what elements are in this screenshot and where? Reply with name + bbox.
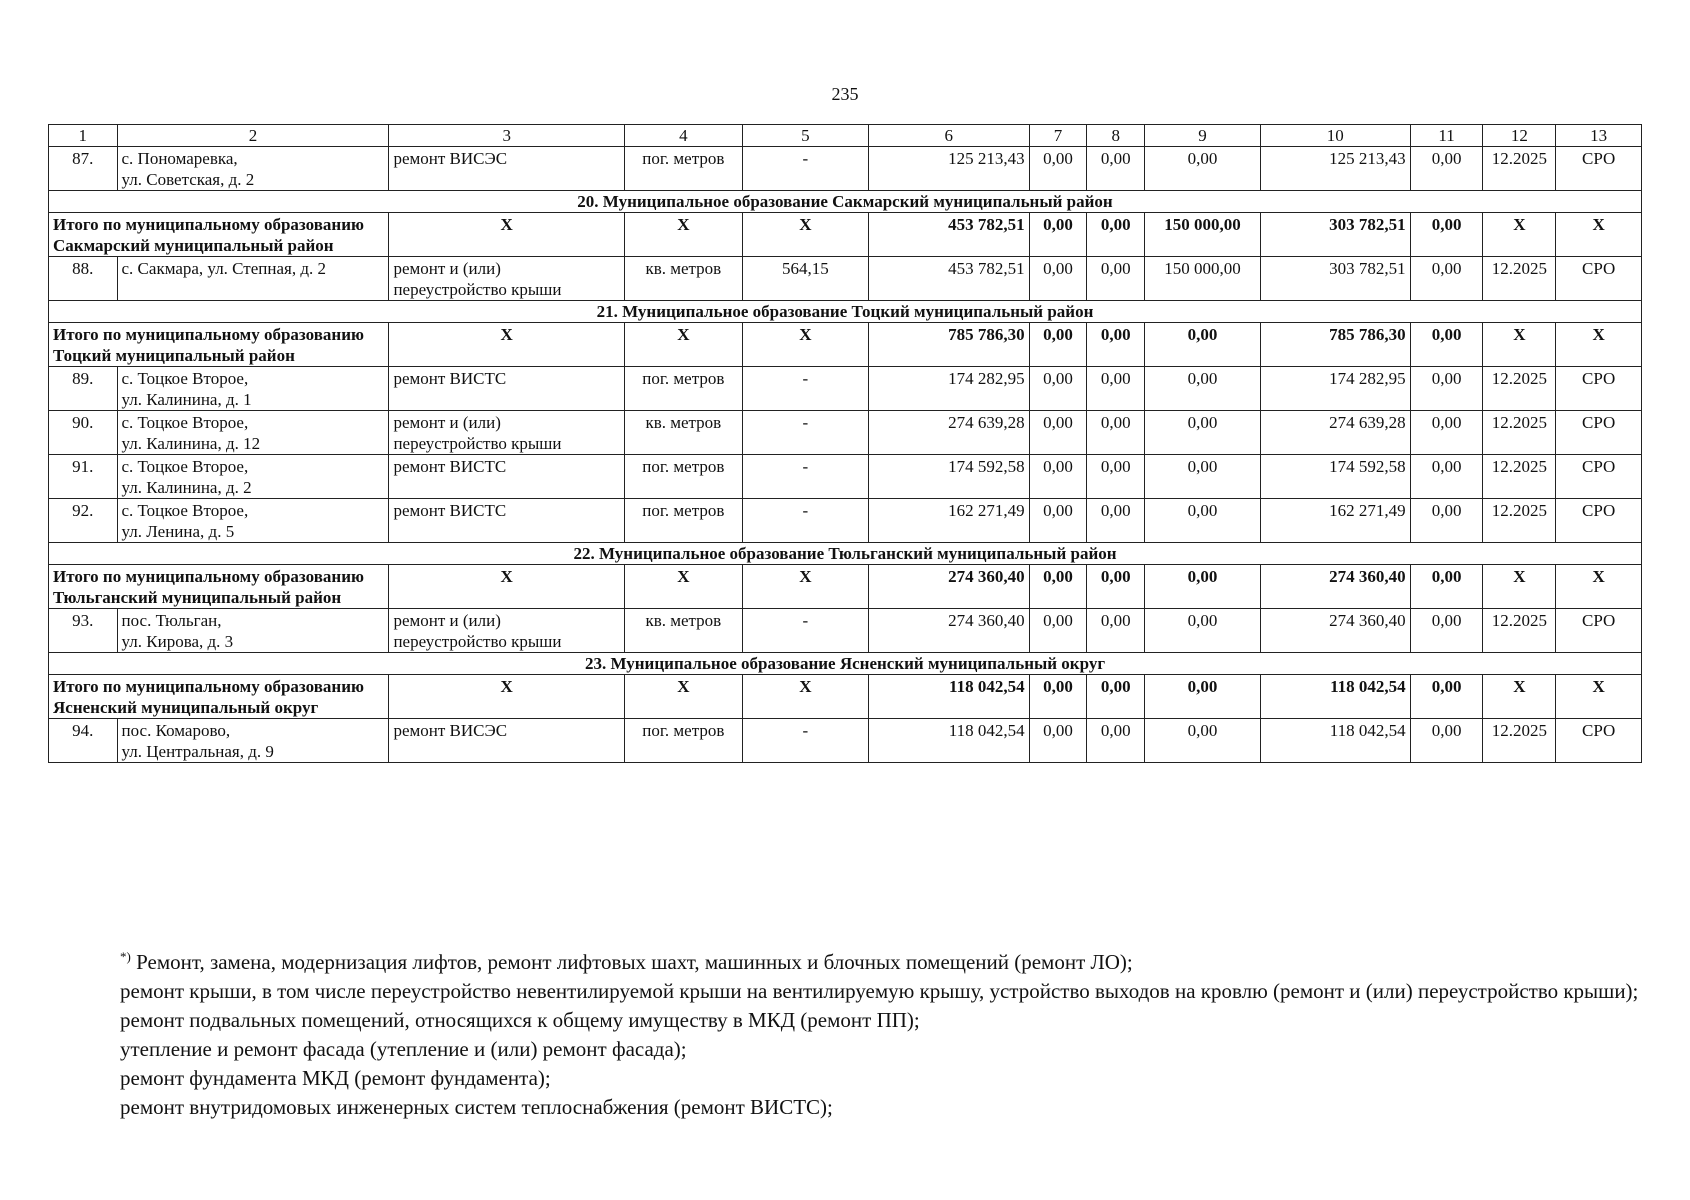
table-cell: - xyxy=(742,367,868,411)
column-number-9: 9 xyxy=(1145,125,1261,147)
table-cell: 90. xyxy=(49,411,118,455)
table-cell: 93. xyxy=(49,609,118,653)
total-cell: X xyxy=(1483,565,1556,609)
table-cell: кв. метров xyxy=(624,609,742,653)
table-row xyxy=(49,499,1642,543)
table-cell: 0,00 xyxy=(1087,411,1145,455)
total-cell: 0,00 xyxy=(1145,565,1261,609)
total-cell: 0,00 xyxy=(1410,565,1483,609)
table-cell: ремонт и (или) переустройство крыши xyxy=(389,257,625,301)
page-number: 235 xyxy=(831,84,859,104)
total-cell: X xyxy=(389,213,625,257)
total-cell: X xyxy=(1483,675,1556,719)
section-title: 22. Муниципальное образование Тюльганский муниципальный район xyxy=(49,543,1642,565)
footnote-2: ремонт крыши, в том числе переустройство невентилируемой крыши на вентилируемую крышу, устройство выходов на кровлю (ремонт и (или) переустройство крыши); xyxy=(120,979,1639,1003)
table-cell: 150 000,00 xyxy=(1145,257,1261,301)
table-cell: 12.2025 xyxy=(1483,147,1556,191)
table-cell: 0,00 xyxy=(1410,719,1483,763)
total-cell: 0,00 xyxy=(1087,565,1145,609)
total-cell: 785 786,30 xyxy=(1260,323,1410,367)
table-cell: пос. Комарово, ул. Центральная, д. 9 xyxy=(117,719,389,763)
table-row xyxy=(49,257,1642,301)
table-cell: 0,00 xyxy=(1029,719,1087,763)
total-label: Итого по муниципальному образованию Сакмарский муниципальный район xyxy=(49,213,389,257)
column-number-10: 10 xyxy=(1260,125,1410,147)
column-number-12: 12 xyxy=(1483,125,1556,147)
table-cell: 0,00 xyxy=(1087,257,1145,301)
column-number-6: 6 xyxy=(869,125,1030,147)
table-cell: - xyxy=(742,609,868,653)
table-cell: 12.2025 xyxy=(1483,411,1556,455)
table-cell: ремонт ВИСТС xyxy=(389,455,625,499)
table-cell: 87. xyxy=(49,147,118,191)
table-row xyxy=(49,147,1642,191)
total-cell: X xyxy=(742,565,868,609)
table-cell: 0,00 xyxy=(1145,499,1261,543)
total-cell: X xyxy=(1556,323,1642,367)
total-cell: X xyxy=(742,323,868,367)
section-title: 23. Муниципальное образование Ясненский муниципальный округ xyxy=(49,653,1642,675)
table-cell: 94. xyxy=(49,719,118,763)
table-cell: 12.2025 xyxy=(1483,455,1556,499)
total-cell: X xyxy=(742,675,868,719)
section-row xyxy=(49,301,1642,323)
table-cell: 0,00 xyxy=(1145,147,1261,191)
total-label: Итого по муниципальному образованию Ясненский муниципальный округ xyxy=(49,675,389,719)
table-cell: 174 592,58 xyxy=(1260,455,1410,499)
table-cell: 0,00 xyxy=(1087,367,1145,411)
total-cell: X xyxy=(624,565,742,609)
table-cell: 0,00 xyxy=(1410,367,1483,411)
table-cell: кв. метров xyxy=(624,257,742,301)
table-cell: 92. xyxy=(49,499,118,543)
table-cell: 162 271,49 xyxy=(869,499,1030,543)
table-cell: пог. метров xyxy=(624,367,742,411)
total-cell: 0,00 xyxy=(1410,675,1483,719)
table-cell: СРО xyxy=(1556,455,1642,499)
total-cell: 303 782,51 xyxy=(1260,213,1410,257)
column-number-3: 3 xyxy=(389,125,625,147)
table-cell: ремонт ВИСЭС xyxy=(389,719,625,763)
table-cell: - xyxy=(742,455,868,499)
table-cell: 0,00 xyxy=(1410,455,1483,499)
table-cell: 125 213,43 xyxy=(1260,147,1410,191)
table-cell: 0,00 xyxy=(1145,609,1261,653)
table-cell: - xyxy=(742,719,868,763)
column-number-row xyxy=(49,125,1642,147)
total-cell: X xyxy=(624,323,742,367)
table-cell: 174 592,58 xyxy=(869,455,1030,499)
table-cell: 0,00 xyxy=(1145,367,1261,411)
table-cell: 0,00 xyxy=(1410,147,1483,191)
column-number-5: 5 xyxy=(742,125,868,147)
total-cell: X xyxy=(389,675,625,719)
table-cell: 0,00 xyxy=(1087,609,1145,653)
total-cell: 0,00 xyxy=(1410,213,1483,257)
table-row xyxy=(49,455,1642,499)
table-cell: ремонт ВИСЭС xyxy=(389,147,625,191)
table-cell: СРО xyxy=(1556,609,1642,653)
footnote-marker: *) xyxy=(120,949,131,964)
table-cell: 12.2025 xyxy=(1483,257,1556,301)
total-cell: 274 360,40 xyxy=(1260,565,1410,609)
table-cell: 0,00 xyxy=(1410,257,1483,301)
table-cell: 0,00 xyxy=(1029,257,1087,301)
total-cell: X xyxy=(389,565,625,609)
table-row xyxy=(49,719,1642,763)
table-cell: 12.2025 xyxy=(1483,609,1556,653)
table-body xyxy=(49,125,1642,763)
table-cell: 91. xyxy=(49,455,118,499)
section-row xyxy=(49,191,1642,213)
table-cell: 453 782,51 xyxy=(869,257,1030,301)
table-cell: 0,00 xyxy=(1029,367,1087,411)
total-cell: 0,00 xyxy=(1145,323,1261,367)
table-cell: ремонт и (или) переустройство крыши xyxy=(389,411,625,455)
total-cell: 0,00 xyxy=(1145,675,1261,719)
total-cell: 0,00 xyxy=(1087,675,1145,719)
table-cell: ремонт ВИСТС xyxy=(389,499,625,543)
table-cell: 118 042,54 xyxy=(1260,719,1410,763)
table-cell: пог. метров xyxy=(624,719,742,763)
table-cell: 303 782,51 xyxy=(1260,257,1410,301)
total-cell: 150 000,00 xyxy=(1145,213,1261,257)
table-cell: 0,00 xyxy=(1029,499,1087,543)
table-cell: 0,00 xyxy=(1029,411,1087,455)
total-cell: 118 042,54 xyxy=(1260,675,1410,719)
total-row xyxy=(49,323,1642,367)
section-title: 20. Муниципальное образование Сакмарский муниципальный район xyxy=(49,191,1642,213)
total-row xyxy=(49,213,1642,257)
total-label: Итого по муниципальному образованию Тюльганский муниципальный район xyxy=(49,565,389,609)
table-cell: 162 271,49 xyxy=(1260,499,1410,543)
total-cell: 0,00 xyxy=(1087,323,1145,367)
table-cell: с. Тоцкое Второе, ул. Калинина, д. 12 xyxy=(117,411,389,455)
table-cell: 274 639,28 xyxy=(869,411,1030,455)
table-cell: СРО xyxy=(1556,499,1642,543)
total-cell: 0,00 xyxy=(1029,213,1087,257)
column-number-4: 4 xyxy=(624,125,742,147)
table-cell: 174 282,95 xyxy=(869,367,1030,411)
table-cell: 0,00 xyxy=(1087,147,1145,191)
total-cell: 0,00 xyxy=(1029,675,1087,719)
table-cell: 564,15 xyxy=(742,257,868,301)
table-cell: - xyxy=(742,499,868,543)
total-cell: X xyxy=(1556,675,1642,719)
table-cell: СРО xyxy=(1556,719,1642,763)
table-cell: - xyxy=(742,411,868,455)
table-cell: СРО xyxy=(1556,367,1642,411)
table-cell: 12.2025 xyxy=(1483,367,1556,411)
total-label: Итого по муниципальному образованию Тоцкий муниципальный район xyxy=(49,323,389,367)
footnote-6: ремонт внутридомовых инженерных систем теплоснабжения (ремонт ВИСТС); xyxy=(120,1095,833,1119)
table-cell: 89. xyxy=(49,367,118,411)
table-cell: 0,00 xyxy=(1410,499,1483,543)
table-cell: ремонт ВИСТС xyxy=(389,367,625,411)
table-cell: 0,00 xyxy=(1029,147,1087,191)
table-cell: 274 360,40 xyxy=(869,609,1030,653)
column-number-11: 11 xyxy=(1410,125,1483,147)
footnote-3: ремонт подвальных помещений, относящихся к общему имуществу в МКД (ремонт ПП); xyxy=(120,1008,920,1032)
table-cell: пос. Тюльган, ул. Кирова, д. 3 xyxy=(117,609,389,653)
table-cell: пог. метров xyxy=(624,147,742,191)
total-cell: X xyxy=(742,213,868,257)
column-number-1: 1 xyxy=(49,125,118,147)
footnotes xyxy=(48,948,1644,1122)
table-cell: 0,00 xyxy=(1087,455,1145,499)
total-cell: 0,00 xyxy=(1410,323,1483,367)
table-cell: с. Пономаревка, ул. Советская, д. 2 xyxy=(117,147,389,191)
table-cell: 174 282,95 xyxy=(1260,367,1410,411)
table-cell: 0,00 xyxy=(1145,411,1261,455)
total-cell: 0,00 xyxy=(1029,323,1087,367)
table-cell: 88. xyxy=(49,257,118,301)
total-cell: X xyxy=(1556,565,1642,609)
total-cell: X xyxy=(1483,323,1556,367)
section-row xyxy=(49,653,1642,675)
column-number-2: 2 xyxy=(117,125,389,147)
table-cell: 118 042,54 xyxy=(869,719,1030,763)
column-number-7: 7 xyxy=(1029,125,1087,147)
total-cell: X xyxy=(624,675,742,719)
table-cell: 12.2025 xyxy=(1483,719,1556,763)
table-cell: с. Тоцкое Второе, ул. Ленина, д. 5 xyxy=(117,499,389,543)
total-row xyxy=(49,565,1642,609)
table-row xyxy=(49,411,1642,455)
table-cell: кв. метров xyxy=(624,411,742,455)
total-cell: X xyxy=(1556,213,1642,257)
table-cell: 0,00 xyxy=(1410,411,1483,455)
table-cell: СРО xyxy=(1556,257,1642,301)
table-cell: 274 360,40 xyxy=(1260,609,1410,653)
table-cell: 0,00 xyxy=(1029,609,1087,653)
footnote-4: утепление и ремонт фасада (утепление и (или) ремонт фасада); xyxy=(120,1037,687,1061)
table-cell: 0,00 xyxy=(1145,455,1261,499)
total-cell: 0,00 xyxy=(1087,213,1145,257)
column-number-8: 8 xyxy=(1087,125,1145,147)
table-cell: 0,00 xyxy=(1087,719,1145,763)
footnote-5: ремонт фундамента МКД (ремонт фундамента); xyxy=(120,1066,551,1090)
table-cell: 0,00 xyxy=(1410,609,1483,653)
table-cell: СРО xyxy=(1556,411,1642,455)
table-cell: 0,00 xyxy=(1087,499,1145,543)
table-cell: с. Сакмара, ул. Степная, д. 2 xyxy=(117,257,389,301)
total-cell: X xyxy=(389,323,625,367)
table-row xyxy=(49,609,1642,653)
total-cell: 0,00 xyxy=(1029,565,1087,609)
table-cell: пог. метров xyxy=(624,499,742,543)
table-cell: 0,00 xyxy=(1145,719,1261,763)
table-cell: пог. метров xyxy=(624,455,742,499)
total-cell: 274 360,40 xyxy=(869,565,1030,609)
table-cell: - xyxy=(742,147,868,191)
column-number-13: 13 xyxy=(1556,125,1642,147)
table-cell: СРО xyxy=(1556,147,1642,191)
table-cell: 125 213,43 xyxy=(869,147,1030,191)
total-row xyxy=(49,675,1642,719)
table-cell: с. Тоцкое Второе, ул. Калинина, д. 1 xyxy=(117,367,389,411)
total-cell: X xyxy=(1483,213,1556,257)
repair-schedule-table xyxy=(48,124,1642,763)
total-cell: 118 042,54 xyxy=(869,675,1030,719)
section-title: 21. Муниципальное образование Тоцкий муниципальный район xyxy=(49,301,1642,323)
total-cell: 785 786,30 xyxy=(869,323,1030,367)
total-cell: 453 782,51 xyxy=(869,213,1030,257)
section-row xyxy=(49,543,1642,565)
table-cell: 274 639,28 xyxy=(1260,411,1410,455)
table-cell: с. Тоцкое Второе, ул. Калинина, д. 2 xyxy=(117,455,389,499)
footnote-1: *) Ремонт, замена, модернизация лифтов, ремонт лифтовых шахт, машинных и блочных помещений (ремонт ЛО); xyxy=(120,949,1133,974)
table-cell: 0,00 xyxy=(1029,455,1087,499)
table-row xyxy=(49,367,1642,411)
total-cell: X xyxy=(624,213,742,257)
table-cell: ремонт и (или) переустройство крыши xyxy=(389,609,625,653)
table-cell: 12.2025 xyxy=(1483,499,1556,543)
